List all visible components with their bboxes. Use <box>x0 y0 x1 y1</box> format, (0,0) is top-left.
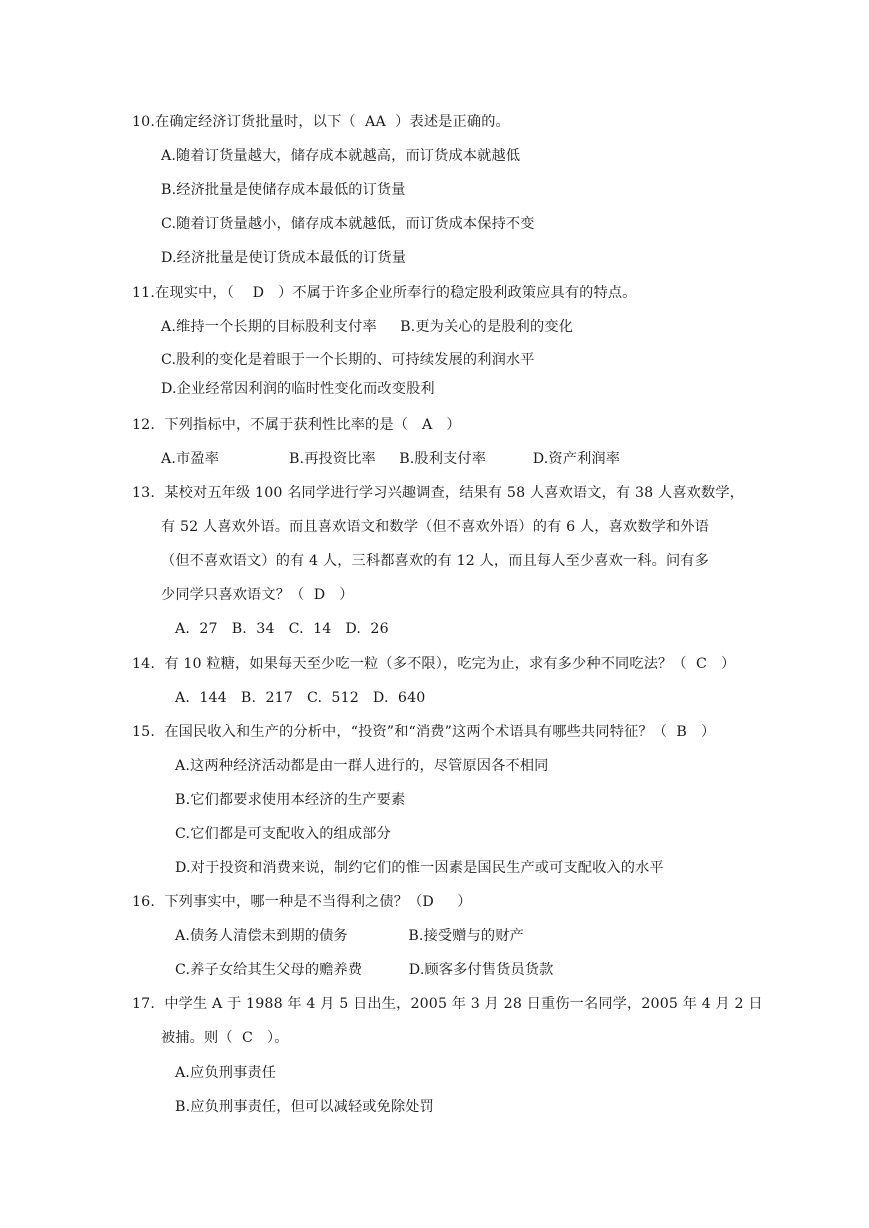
question-12-options: A.市盈率 B.再投资比率 B.股利支付率 D.资产利润率 <box>161 451 621 467</box>
question-11-options-ab: A.维持一个长期的目标股利支付率 B.更为关心的是股利的变化 <box>161 319 574 335</box>
question-14-stem: 14. 有 10 粒糖，如果每天至少吃一粒（多不限），吃完为止，求有多少种不同吃法？（ C ） <box>132 656 736 672</box>
question-10-option-d: D.经济批量是使订货成本最低的订货量 <box>161 250 407 266</box>
question-17-line-2: 被捕。则（ C ）。 <box>161 1030 289 1046</box>
question-13-line-4: 少同学只喜欢语文？（ D ） <box>161 587 354 603</box>
question-15-option-a: A.这两种经济活动都是由一群人进行的，尽管原因各不相同 <box>175 758 549 774</box>
question-17-line-1: 17. 中学生 A 于 1988 年 4 月 5 日出生，2005 年 3 月 28 日重伤一名同学，2005 年 4 月 2 日 <box>132 996 763 1012</box>
question-11-option-c: C.股利的变化是着眼于一个长期的、可持续发展的利润水平 <box>161 352 535 368</box>
question-15-option-b: B.它们都要求使用本经济的生产要素 <box>175 792 406 808</box>
question-15-option-c: C.它们都是可支配收入的组成部分 <box>175 826 391 842</box>
question-10-stem: 10.在确定经济订货批量时，以下（ AA ）表述是正确的。 <box>132 114 510 130</box>
question-16-options-cd: C.养子女给其生父母的赡养费 D.顾客多付售货员货款 <box>175 962 554 978</box>
question-17-option-a: A.应负刑事责任 <box>175 1065 277 1081</box>
question-13-options: A. 27 B. 34 C. 14 D. 26 <box>175 621 389 637</box>
question-16-stem: 16. 下列事实中，哪一种是不当得利之债？（D ） <box>132 894 472 910</box>
question-14-options: A. 144 B. 217 C. 512 D. 640 <box>175 690 426 706</box>
question-10-option-b: B.经济批量是使储存成本最低的订货量 <box>161 182 406 198</box>
question-17-option-b: B.应负刑事责任，但可以减轻或免除处罚 <box>175 1099 434 1115</box>
question-13-line-1: 13. 某校对五年级 100 名同学进行学习兴趣调查，结果有 58 人喜欢语文，有 38 人喜欢数学， <box>132 485 745 501</box>
question-11-option-d: D.企业经常因利润的临时性变化而改变股利 <box>161 381 435 397</box>
question-13-line-2: 有 52 人喜欢外语。而且喜欢语文和数学（但不喜欢外语）的有 6 人，喜欢数学和外语 <box>161 519 709 535</box>
question-15-stem: 15. 在国民收入和生产的分析中，“投资”和“消费”这两个术语具有哪些共同特征？（ B ） <box>132 724 716 740</box>
question-10-option-a: A.随着订货量越大，储存成本就越高，而订货成本就越低 <box>161 148 521 164</box>
question-10-option-c: C.随着订货量越小，储存成本就越低，而订货成本保持不变 <box>161 216 535 232</box>
question-11-stem: 11.在现实中，（ D ）不属于许多企业所奉行的稳定股利政策应具有的特点。 <box>132 285 637 301</box>
question-13-line-3: （但不喜欢语文）的有 4 人，三科都喜欢的有 12 人，而且每人至少喜欢一科。问有多 <box>161 553 709 569</box>
question-15-option-d: D.对于投资和消费来说，制约它们的惟一因素是国民生产或可支配收入的水平 <box>175 860 664 876</box>
question-12-stem: 12. 下列指标中，不属于获利性比率的是（ A ） <box>132 417 461 433</box>
question-16-options-ab: A.债务人清偿未到期的债务 B.接受赠与的财产 <box>175 928 524 944</box>
